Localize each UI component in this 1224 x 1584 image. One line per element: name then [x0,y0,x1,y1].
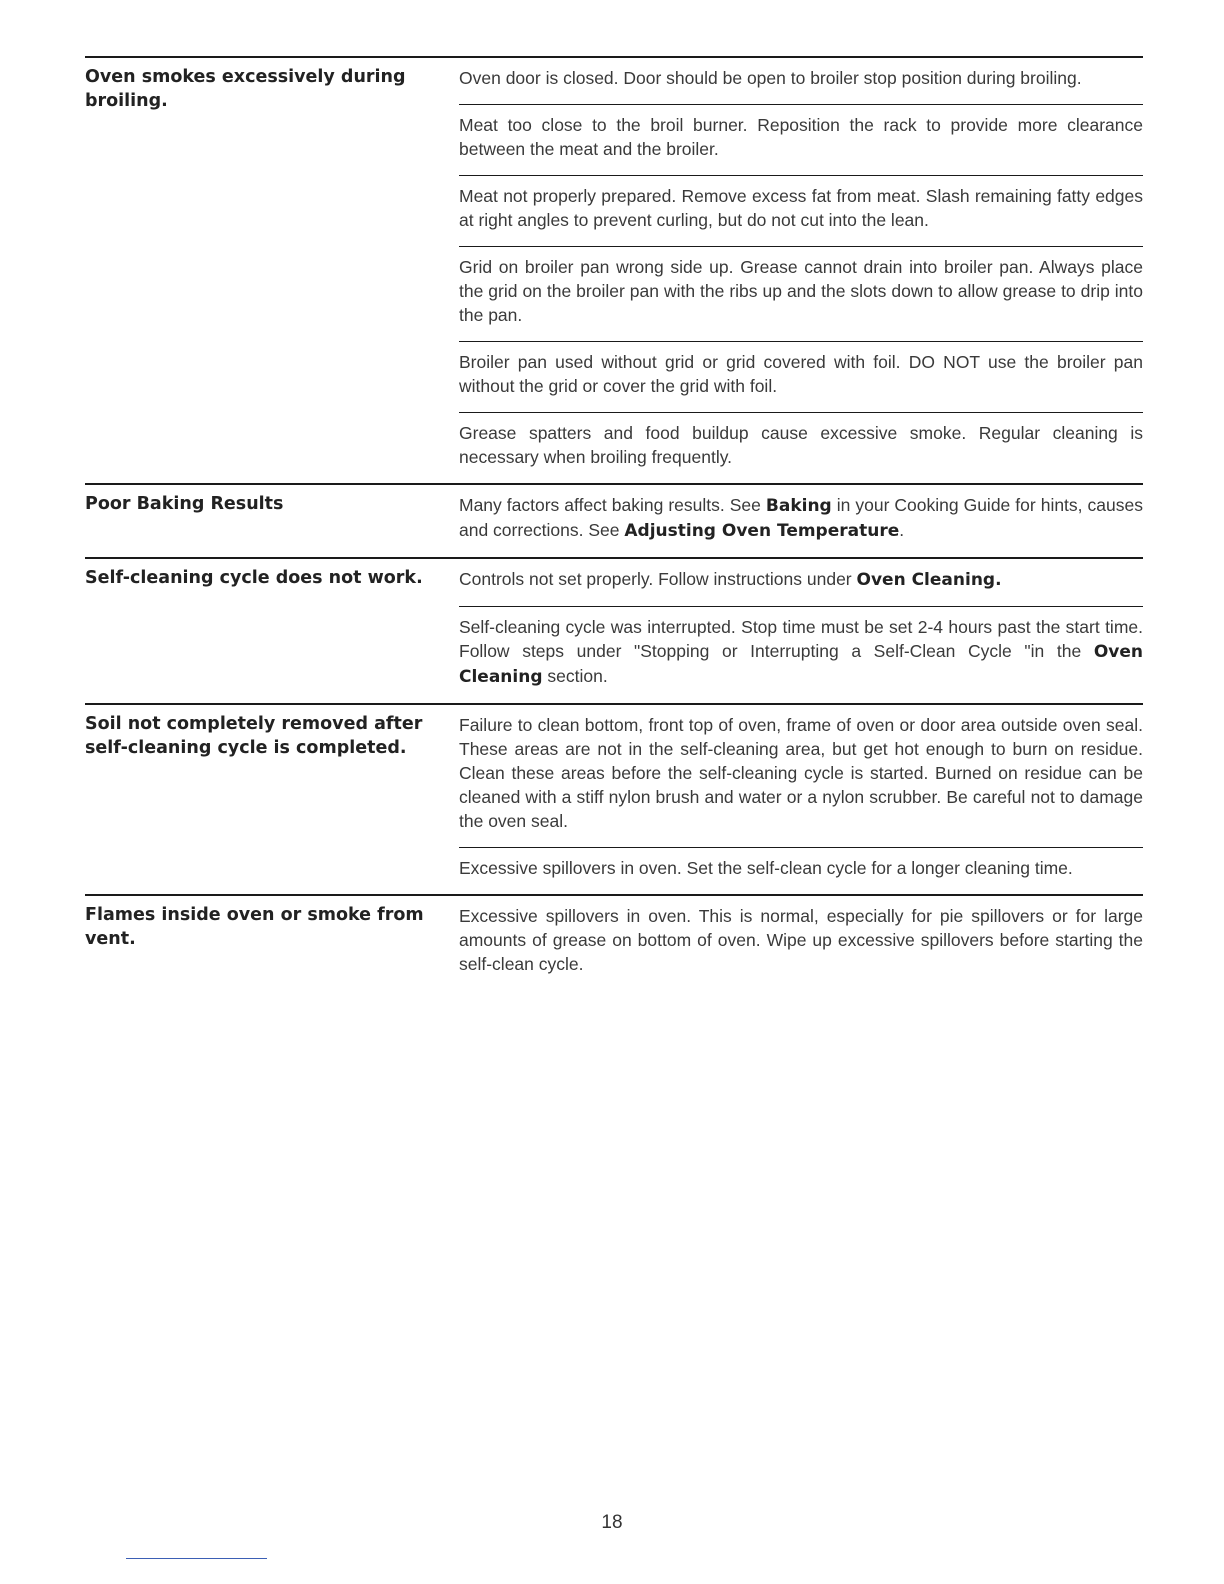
solution-text [459,559,1143,606]
solution-text [459,606,1143,703]
solution-segment: Many factors affect baking results. See [459,495,766,515]
solution-text [459,341,1143,412]
solution-segment: section. [542,666,608,686]
problem-label: Poor Baking Results [85,494,284,514]
solution-segment: in your Cooking Guide for hints, causes and corrections. See [459,495,1143,540]
page-number: 18 [601,1512,623,1533]
solution-emphasis: Adjusting Oven Temperature [624,521,900,541]
solution-segment: Grease spatters and food buildup cause excessive smoke. Regular cleaning is necessary when broiling frequently. [459,423,1143,467]
trouble-row [85,703,1143,894]
solution-segment: Failure to clean bottom, front top of oven, frame of oven or door area outside oven seal. These areas are not in the self-cleaning area, but get hot enough to burn on residue. Clean these areas before the self-cleaning cycle is started. Burned on residue can be cleaned with a stiff nylon brush and water or a nylon scrubber. Be careful not to damage the oven seal. [459,715,1143,831]
solution-segment: Excessive spillovers in oven. Set the self-clean cycle for a longer cleaning time. [459,858,1073,878]
solution-text [459,175,1143,246]
solution-emphasis: Oven Cleaning [459,642,1143,687]
solution-segment: Meat too close to the broil burner. Reposition the rack to provide more clearance between the meat and the broiler. [459,115,1143,159]
trouble-row [85,483,1143,557]
solution-list [459,705,1143,894]
solution-list [459,58,1143,483]
problem-label: Oven smokes excessively during broiling. [85,67,406,111]
problem-label: Self-cleaning cycle does not work. [85,568,423,588]
solution-emphasis: Baking [765,496,832,516]
solution-segment: Controls not set properly. Follow instructions under [459,569,857,589]
problem-label: Soil not completely removed after self-cleaning cycle is completed. [85,714,423,758]
solution-text [459,896,1143,990]
solution-segment: Oven door is closed. Door should be open to broiler stop position during broiling. [459,68,1082,88]
footer-rule [126,1558,267,1559]
solution-text [459,246,1143,341]
solution-segment: . [899,520,905,540]
solution-list [459,559,1143,703]
solution-text [459,847,1143,894]
solution-emphasis: Oven Cleaning. [856,570,1002,590]
solution-text [459,104,1143,175]
solution-text [459,412,1143,483]
trouble-row [85,56,1143,483]
problem-label: Flames inside oven or smoke from vent. [85,905,424,949]
solution-list [459,896,1143,990]
solution-list [459,485,1143,557]
trouble-row [85,894,1143,990]
solution-text [459,485,1143,557]
troubleshooting-table [85,56,1143,990]
solution-segment: Self-cleaning cycle was interrupted. Stop time must be set 2-4 hours past the start time. Follow steps under "Stopping or Interrupting a Self-Clean Cycle "in the [459,617,1143,661]
solution-segment: Excessive spillovers in oven. This is normal, especially for pie spillovers or for large amounts of grease on bottom of oven. Wipe up excessive spillovers before starting the self-clean cycle. [459,906,1143,974]
solution-text [459,58,1143,104]
trouble-row [85,557,1143,703]
solution-segment: Meat not properly prepared. Remove excess fat from meat. Slash remaining fatty edges at right angles to prevent curling, but do not cut into the lean. [459,186,1143,230]
solution-segment: Broiler pan used without grid or grid covered with foil. DO NOT use the broiler pan without the grid or cover the grid with foil. [459,352,1143,396]
solution-segment: Grid on broiler pan wrong side up. Grease cannot drain into broiler pan. Always place the grid on the broiler pan with the ribs up and the slots down to allow grease to drip into the pan. [459,257,1143,325]
solution-text [459,705,1143,847]
